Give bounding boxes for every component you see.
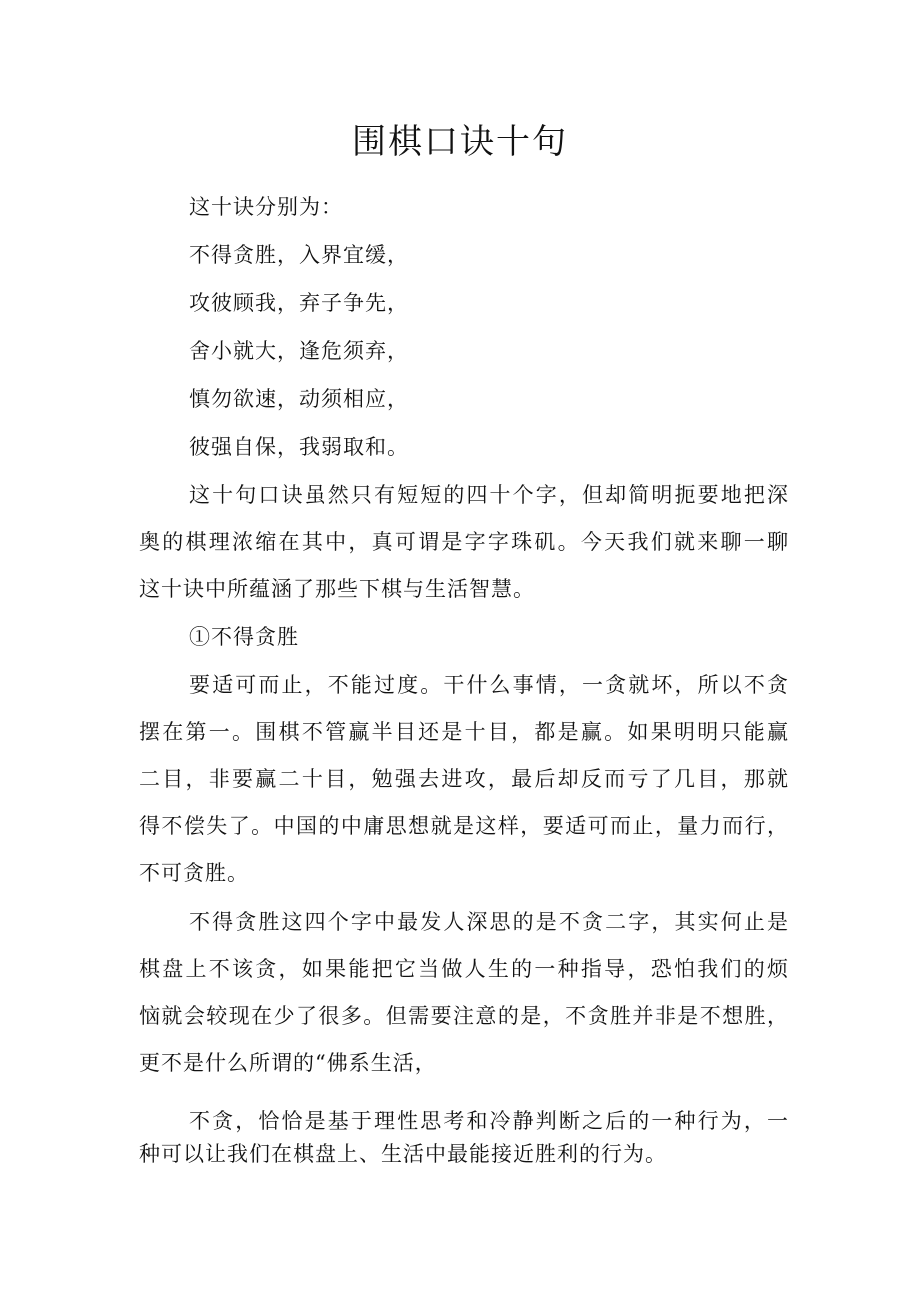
verse-line-3: 舍小就大，逢危须弃， xyxy=(189,339,409,363)
paragraph-1-line-2: 奥的棋理浓缩在其中，真可谓是字字珠矶。今天我们就来聊一聊 xyxy=(139,530,789,554)
section-heading: ①不得贪胜 xyxy=(189,625,299,649)
paragraph-2-line-5: 不可贪胜。 xyxy=(139,861,249,885)
paragraph-4-line-2: 种可以让我们在棋盘上、生活中最能接近胜利的行为。 xyxy=(139,1142,667,1166)
paragraph-1-line-1: 这十句口诀虽然只有短短的四十个字，但却简明扼要地把深 xyxy=(189,483,789,507)
paragraph-2-line-3: 二目，非要赢二十目，勉强去进攻，最后却反而亏了几目，那就 xyxy=(139,767,789,791)
paragraph-2-line-4: 得不偿失了。中国的中庸思想就是这样，要适可而止，量力而行， xyxy=(139,814,789,838)
verse-line-4: 慎勿欲速，动须相应， xyxy=(189,387,409,411)
paragraph-2-line-2: 摆在第一。围棋不管赢半目还是十目，都是赢。如果明明只能赢 xyxy=(139,720,789,744)
paragraph-1-line-3: 这十诀中所蕴涵了那些下棋与生活智慧。 xyxy=(139,577,535,601)
paragraph-3-line-1: 不得贪胜这四个字中最发人深思的是不贪二字，其实何止是 xyxy=(189,910,789,934)
document-title: 围棋口诀十句 xyxy=(352,122,568,162)
verse-line-1: 不得贪胜，入界宜缓， xyxy=(189,243,409,267)
paragraph-3-line-2: 棋盘上不该贪，如果能把它当做人生的一种指导，恐怕我们的烦 xyxy=(139,957,789,981)
intro-line: 这十诀分别为： xyxy=(189,195,343,219)
verse-line-5: 彼强自保，我弱取和。 xyxy=(189,435,409,459)
paragraph-4-line-1: 不贪，恰恰是基于理性思考和冷静判断之后的一种行为，一 xyxy=(189,1109,789,1133)
paragraph-3-line-4: 更不是什么所谓的“佛系生活， xyxy=(139,1051,437,1075)
paragraph-3-line-3: 恼就会较现在少了很多。但需要注意的是，不贪胜并非是不想胜， xyxy=(139,1004,789,1028)
paragraph-2-line-1: 要适可而止，不能过度。干什么事情，一贪就坏，所以不贪 xyxy=(189,673,789,697)
verse-line-2: 攻彼顾我，弃子争先， xyxy=(189,291,409,315)
